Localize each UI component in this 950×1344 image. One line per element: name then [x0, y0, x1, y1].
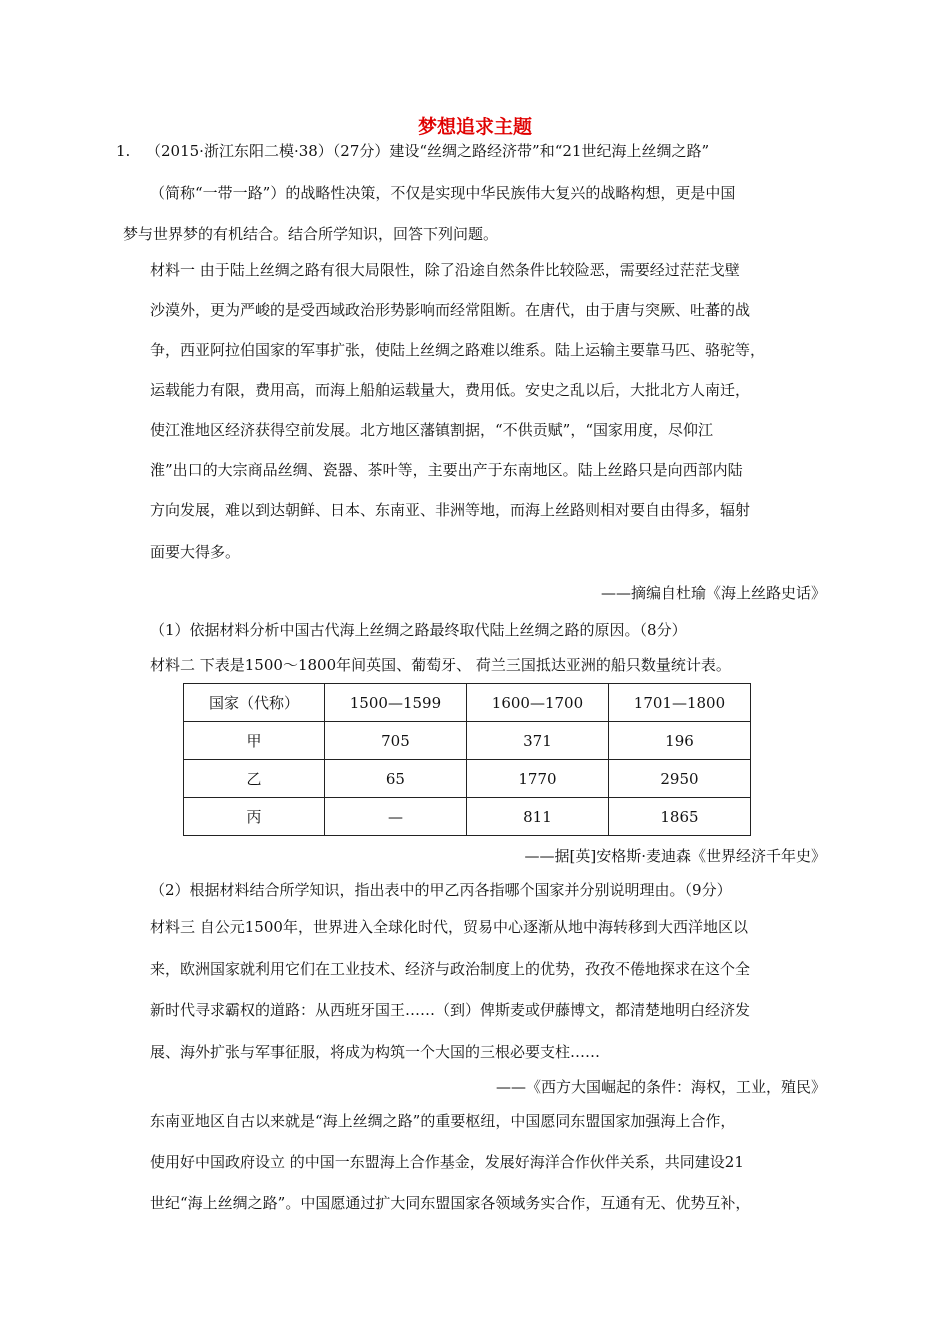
table-header-cell: 1600—1700: [466, 684, 608, 722]
material2-intro: 材料二 下表是1500～1800年间英国、葡萄牙、 荷兰三国抵达亚洲的船只数量统计表。: [150, 656, 731, 674]
table-cell: 1770: [466, 760, 608, 798]
table-cell: —: [324, 798, 466, 836]
table-cell: 705: [324, 722, 466, 760]
subquestion-2: （2）根据材料结合所学知识，指出表中的甲乙丙各指哪个国家并分别说明理由。（9分）: [150, 881, 732, 899]
continuation-line: 世纪“海上丝绸之路”。中国愿通过扩大同东盟国家各领域务实合作，互通有无、优势互补，: [150, 1194, 751, 1212]
continuation-line: 使用好中国政府设立 的中国一东盟海上合作基金，发展好海洋合作伙伴关系，共同建设21: [150, 1153, 744, 1171]
table-row: [184, 760, 751, 798]
material1-source: ——摘编自杜瑜《海上丝路史话》: [600, 584, 826, 602]
material3-source: ——《西方大国崛起的条件：海权，工业，殖民》: [495, 1078, 826, 1096]
material3-line: 材料三 自公元1500年，世界进入全球化时代，贸易中心逐渐从地中海转移到大西洋地区以: [150, 918, 748, 936]
material3-line: 新时代寻求霸权的道路：从西班牙国王……（到）俾斯麦或伊藤博文，都清楚地明白经济发: [150, 1001, 751, 1019]
table-cell: 甲: [184, 722, 325, 760]
question-line-2: （简称“一带一路”）的战略性决策，不仅是实现中华民族伟大复兴的战略构想，更是中国: [150, 184, 736, 202]
table-cell: 丙: [184, 798, 325, 836]
question-number: 1.: [116, 142, 131, 160]
material1-line: 争，西亚阿拉伯国家的军事扩张，使陆上丝绸之路难以维系。陆上运输主要靠马匹、骆驼等，: [150, 341, 766, 359]
material1-line: 使江淮地区经济获得空前发展。北方地区藩镇割据，“不供贡赋”，“国家用度，尽仰江: [150, 421, 714, 439]
material1-line: 方向发展，难以到达朝鲜、日本、东南亚、非洲等地，而海上丝路则相对要自由得多，辐射: [150, 501, 751, 519]
table-cell: 乙: [184, 760, 325, 798]
table-header-cell: 国家（代称）: [184, 684, 325, 722]
material3-line: 展、海外扩张与军事征服，将成为构筑一个大国的三根必要支柱……: [150, 1043, 601, 1061]
table-row: [184, 798, 751, 836]
material1-line: 淮”出口的大宗商品丝绸、瓷器、茶叶等，主要出产于东南地区。陆上丝路只是向西部内陆: [150, 461, 743, 479]
material1-line: 运载能力有限，费用高，而海上船舶运载量大，费用低。安史之乱以后，大批北方人南迁，: [150, 381, 751, 399]
continuation-line: 东南亚地区自古以来就是“海上丝绸之路”的重要枢纽，中国愿同东盟国家加强海上合作，: [150, 1112, 736, 1130]
ship-count-table: [183, 683, 751, 836]
material3-line: 来，欧洲国家就利用它们在工业技术、经济与政治制度上的优势，孜孜不倦地探求在这个全: [150, 960, 751, 978]
table-cell: 196: [608, 722, 750, 760]
page-title: 梦想追求主题: [417, 116, 532, 138]
material1-line: 材料一 由于陆上丝绸之路有很大局限性，除了沿途自然条件比较险恶，需要经过茫茫戈壁: [150, 261, 740, 279]
question-line-3: 梦与世界梦的有机结合。结合所学知识，回答下列问题。: [123, 225, 499, 243]
subquestion-1: （1）依据材料分析中国古代海上丝绸之路最终取代陆上丝绸之路的原因。（8分）: [150, 621, 687, 639]
table-header-cell: 1701—1800: [608, 684, 750, 722]
table-cell: 1865: [608, 798, 750, 836]
table-row: [184, 722, 751, 760]
table-header-cell: 1500—1599: [324, 684, 466, 722]
material2-source: ——据[英]安格斯·麦迪森《世界经济千年史》: [524, 847, 826, 865]
question-line-1: （2015·浙江东阳二模·38）（27分）建设“丝绸之路经济带”和“21世纪海上丝绸之路”: [146, 142, 710, 160]
table-header-row: [184, 684, 751, 722]
material1-line: 沙漠外，更为严峻的是受西域政治形势影响而经常阻断。在唐代，由于唐与突厥、吐蕃的战: [150, 301, 751, 319]
table-cell: 811: [466, 798, 608, 836]
table-cell: 2950: [608, 760, 750, 798]
table-cell: 65: [324, 760, 466, 798]
table-cell: 371: [466, 722, 608, 760]
material1-line: 面要大得多。: [150, 543, 241, 561]
